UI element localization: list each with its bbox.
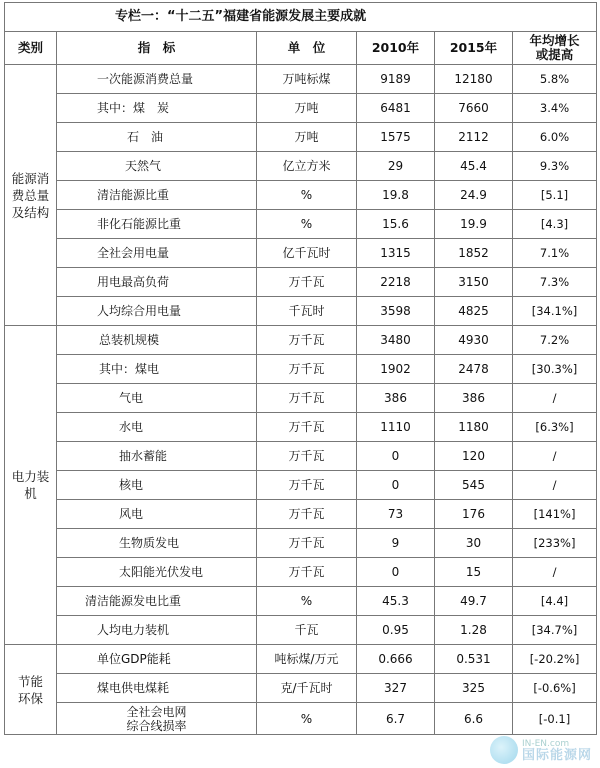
indicator-label: 煤电供电煤耗 [97,681,170,695]
indicator-cell [57,326,257,355]
category-line: 环保 [17,690,43,706]
indicator-cell [57,587,257,616]
value-2010-cell: 2218 [357,268,435,297]
indicator-cell [57,384,257,413]
value-2015-cell: 49.7 [435,587,513,616]
indicator-cell [57,94,257,123]
growth-cell: [-0.6%] [513,674,597,703]
unit-cell: 亿立方米 [257,152,357,181]
indicator-label: 其中：煤电 [99,362,160,376]
indicator-label: 一次能源消费总量 [97,72,194,86]
growth-cell: [141%] [513,500,597,529]
table-row [5,384,597,413]
value-2015-cell: 1.28 [435,616,513,645]
header-2010: 2010年 [357,32,435,65]
table-row [5,500,597,529]
unit-cell: 万千瓦 [257,326,357,355]
indicator-label: 人均综合用电量 [97,304,182,318]
indicator-label: 总装机规模 [99,333,160,347]
value-2010-cell: 0 [357,471,435,500]
indicator-label: 风电 [119,507,144,521]
indicator-cell [57,558,257,587]
indicator-cell [57,703,257,735]
growth-cell: 7.3% [513,268,597,297]
growth-cell: 7.1% [513,239,597,268]
category-line: 能源消 [11,170,50,186]
header-unit: 单 位 [257,32,357,65]
category-line: 节能 [17,673,43,689]
indicator-cell [57,123,257,152]
value-2015-cell: 325 [435,674,513,703]
unit-cell: 万千瓦 [257,442,357,471]
indicator-label: 石 油 [127,130,164,144]
growth-cell: [-0.1] [513,703,597,735]
unit-cell: 万千瓦 [257,268,357,297]
value-2010-cell: 1902 [357,355,435,384]
indicator-cell [57,297,257,326]
unit-cell: % [257,210,357,239]
growth-cell: 3.4% [513,94,597,123]
value-2015-cell: 2478 [435,355,513,384]
indicator-cell [57,210,257,239]
value-2010-cell: 29 [357,152,435,181]
table-row [5,558,597,587]
indicator-cell [57,500,257,529]
indicator-cell [57,65,257,94]
growth-cell: [4.4] [513,587,597,616]
value-2010-cell: 1575 [357,123,435,152]
category-line: 费总量 [11,187,50,203]
table-row [5,442,597,471]
unit-cell: 吨标煤/万元 [257,645,357,674]
indicator-label: 清洁能源发电比重 [85,594,182,608]
unit-cell: % [257,181,357,210]
unit-cell: 千瓦 [257,616,357,645]
value-2010-cell: 1110 [357,413,435,442]
indicator-label: 太阳能光伏发电 [119,565,204,579]
value-2015-cell: 1180 [435,413,513,442]
value-2015-cell: 2112 [435,123,513,152]
value-2015-cell: 30 [435,529,513,558]
indicator-cell [57,616,257,645]
table-row [5,297,597,326]
indicator-label: 清洁能源比重 [97,188,170,202]
watermark-text [522,739,592,761]
unit-cell: 万吨 [257,123,357,152]
category-cell-energy [5,65,57,326]
value-2015-cell: 3150 [435,268,513,297]
watermark-logo-icon [490,736,518,764]
indicator-line: 综合线损率 [126,718,187,733]
value-2010-cell: 0.95 [357,616,435,645]
table-row [5,616,597,645]
indicator-cell [57,181,257,210]
value-2010-cell: 6.7 [357,703,435,735]
unit-cell: 亿千瓦时 [257,239,357,268]
unit-cell: 克/千瓦时 [257,674,357,703]
value-2015-cell: 4930 [435,326,513,355]
value-2010-cell: 15.6 [357,210,435,239]
header-row [5,32,597,65]
title-row [5,3,597,32]
value-2015-cell: 545 [435,471,513,500]
indicator-label: 用电最高负荷 [97,275,170,289]
unit-cell: % [257,703,357,735]
growth-cell: [34.7%] [513,616,597,645]
value-2010-cell: 9189 [357,65,435,94]
indicator-label: 生物质发电 [119,536,180,550]
indicator-line: 全社会电网 [126,704,187,719]
value-2010-cell: 19.8 [357,181,435,210]
value-2015-cell: 15 [435,558,513,587]
table-row [5,152,597,181]
value-2010-cell: 3480 [357,326,435,355]
table-row [5,674,597,703]
header-2015: 2015年 [435,32,513,65]
value-2015-cell: 4825 [435,297,513,326]
indicator-cell [57,239,257,268]
value-2015-cell: 12180 [435,65,513,94]
category-line: 电力装 [11,469,50,484]
growth-cell: [-20.2%] [513,645,597,674]
table-row [5,94,597,123]
growth-cell: / [513,558,597,587]
watermark-bottom: 国际能源网 [521,748,592,763]
growth-cell: 9.3% [513,152,597,181]
category-line: 机 [24,486,37,501]
value-2015-cell: 0.531 [435,645,513,674]
indicator-label: 天然气 [125,159,162,173]
indicator-label: 核电 [119,478,144,492]
value-2010-cell: 6481 [357,94,435,123]
table-body [5,65,597,735]
growth-cell: [233%] [513,529,597,558]
indicator-label: 人均电力装机 [97,623,170,637]
value-2015-cell: 19.9 [435,210,513,239]
energy-achievements-table [4,2,597,735]
indicator-label: 水电 [119,420,144,434]
table-container [4,2,596,735]
header-growth-line1: 年均增长 [529,33,580,48]
value-2010-cell: 0 [357,558,435,587]
value-2015-cell: 386 [435,384,513,413]
unit-cell: 万千瓦 [257,529,357,558]
value-2010-cell: 45.3 [357,587,435,616]
table-row [5,210,597,239]
indicator-label: 单位GDP能耗 [97,652,171,666]
indicator-cell [57,413,257,442]
unit-cell: 万千瓦 [257,355,357,384]
indicator-cell [57,152,257,181]
category-cell-saving [5,645,57,735]
indicator-cell [57,645,257,674]
table-row [5,587,597,616]
value-2010-cell: 0 [357,442,435,471]
growth-cell: 6.0% [513,123,597,152]
category-cell-power [5,326,57,645]
value-2015-cell: 45.4 [435,152,513,181]
table-row [5,703,597,735]
table-row [5,65,597,94]
table-row [5,326,597,355]
value-2010-cell: 73 [357,500,435,529]
growth-cell: [30.3%] [513,355,597,384]
growth-cell: 7.2% [513,326,597,355]
table-row [5,181,597,210]
indicator-label: 气电 [119,391,144,405]
unit-cell: 万千瓦 [257,558,357,587]
growth-cell: [6.3%] [513,413,597,442]
value-2015-cell: 120 [435,442,513,471]
growth-cell: / [513,384,597,413]
unit-cell: 万吨标煤 [257,65,357,94]
value-2015-cell: 24.9 [435,181,513,210]
table-row [5,471,597,500]
indicator-label: 全社会用电量 [97,246,170,260]
unit-cell: 万千瓦 [257,413,357,442]
unit-cell: % [257,587,357,616]
value-2015-cell: 7660 [435,94,513,123]
indicator-cell [57,529,257,558]
header-indicator: 指 标 [57,32,257,65]
table-row [5,239,597,268]
value-2010-cell: 0.666 [357,645,435,674]
indicator-cell [57,442,257,471]
table-row [5,413,597,442]
growth-cell: [4.3] [513,210,597,239]
table-row [5,645,597,674]
unit-cell: 万千瓦 [257,384,357,413]
value-2015-cell: 6.6 [435,703,513,735]
value-2010-cell: 9 [357,529,435,558]
unit-cell: 万千瓦 [257,471,357,500]
unit-cell: 万千瓦 [257,500,357,529]
value-2010-cell: 1315 [357,239,435,268]
indicator-label: 其中：煤 炭 [97,101,170,115]
growth-cell: / [513,442,597,471]
table-row [5,268,597,297]
watermark [490,736,592,764]
indicator-cell [57,355,257,384]
indicator-cell [57,268,257,297]
value-2010-cell: 386 [357,384,435,413]
growth-cell: [34.1%] [513,297,597,326]
unit-cell: 千瓦时 [257,297,357,326]
table-title: 专栏一：“十二五”福建省能源发展主要成就 [5,3,597,32]
header-growth [513,32,597,65]
growth-cell: 5.8% [513,65,597,94]
indicator-cell [57,471,257,500]
growth-cell: / [513,471,597,500]
unit-cell: 万吨 [257,94,357,123]
table-row [5,355,597,384]
value-2010-cell: 327 [357,674,435,703]
value-2015-cell: 1852 [435,239,513,268]
table-row [5,529,597,558]
indicator-label: 抽水蓄能 [119,449,168,463]
category-line: 及结构 [11,204,50,220]
value-2010-cell: 3598 [357,297,435,326]
indicator-label: 非化石能源比重 [97,217,182,231]
header-growth-line2: 或提高 [535,47,574,62]
value-2015-cell: 176 [435,500,513,529]
header-category: 类别 [5,32,57,65]
indicator-cell [57,674,257,703]
growth-cell: [5.1] [513,181,597,210]
watermark-top: IN-EN.com [521,739,570,749]
table-row [5,123,597,152]
